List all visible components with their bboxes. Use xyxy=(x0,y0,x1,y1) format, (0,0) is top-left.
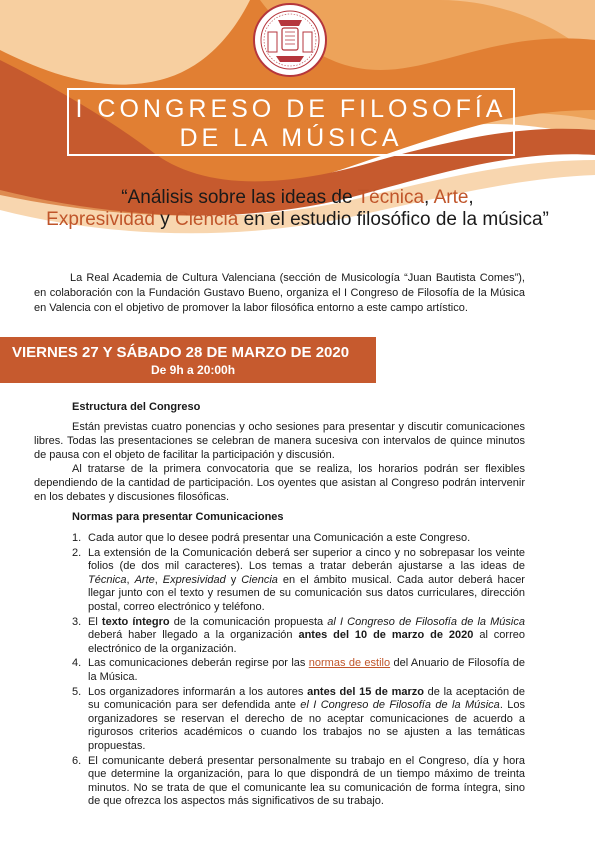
normas-list xyxy=(34,532,525,810)
list-text: El xyxy=(88,615,102,628)
subtitle-y: y xyxy=(154,209,175,230)
list-italic: el I Congreso de Filosofía de la Música xyxy=(300,699,500,712)
list-italic: Ciencia xyxy=(241,573,278,586)
congress-subtitle xyxy=(40,187,555,231)
list-item xyxy=(34,532,525,546)
list-number: 4. xyxy=(72,657,82,670)
list-bold: antes del 15 de marzo xyxy=(307,685,424,698)
list-text: de la aceptación de su comunicación para ser defendida ante xyxy=(88,685,525,712)
list-number: 6. xyxy=(72,754,82,767)
list-italic: Arte xyxy=(134,573,155,586)
intro-paragraph: La Real Academia de Cultura Valenciana (sección de Musicología “Juan Bautista Comes”), en colaboración con la Fundación Gustavo Bueno, organiza el I Congreso de Filosofía de la Música en Valencia con el objetivo de promover la labor filosófica entorno a este campo artístico. xyxy=(34,272,525,314)
list-text: Cada autor que lo desee podrá presentar una Comunicación a este Congreso. xyxy=(88,532,471,544)
list-text: al correo electrónico de la organización. xyxy=(88,629,525,655)
list-text: , xyxy=(126,573,135,586)
title-line-1: I CONGRESO DE FILOSOFÍA xyxy=(75,95,507,123)
estructura-paragraph-2: Al tratarse de la primera convocatoria que se realiza, los horarios podrán ser flexibles dependiendo de la cantidad de participación. Los oyentes que asistan al Congreso podrán intervenir en los debates y discusiones filosóficas. xyxy=(34,463,525,503)
subtitle-tecnica: Técnica xyxy=(357,187,425,208)
list-number: 5. xyxy=(72,685,82,698)
list-text: en el ámbito musical. Cada autor deberá hacer llegar junto con el texto y resumen de su comunicación sus datos curriculares, dirección postal, correo electrónico y teléfono. xyxy=(88,573,525,613)
subtitle-expresividad: Expresividad xyxy=(46,209,155,230)
subtitle-arte: Arte xyxy=(433,187,469,208)
title-line-2: DE LA MÚSICA xyxy=(179,124,403,152)
section-heading-normas: Normas para presentar Comunicaciones xyxy=(72,511,284,523)
list-text: de la comunicación propuesta xyxy=(169,615,328,628)
event-time: De 9h a 20:00h xyxy=(151,363,236,377)
list-text: . Los organizadores se reservan el derecho de no aceptar comunicaciones de acuerdo a rigurosos criterios académicos o cuando los trabajos no se ajusten a las temáticas propuestas. xyxy=(88,699,525,752)
subtitle-ciencia: Ciencia xyxy=(174,209,239,230)
subtitle-text: “Análisis sobre las ideas de xyxy=(121,187,358,208)
subtitle-text: en el estudio filosófico de la música” xyxy=(238,209,549,230)
list-text: deberá haber llegado a la organización xyxy=(88,629,299,642)
list-number: 2. xyxy=(72,546,82,559)
estructura-paragraph-1: Están previstas cuatro ponencias y ocho sesiones para presentar y discutir comunicaciones libres. Todas las presentaciones se celebran de manera sucesiva con intervalos de quince minutos de pausa con el objeto de facilitar la participación y discusión. xyxy=(34,421,525,461)
list-bold: texto íntegro xyxy=(101,615,170,628)
list-item xyxy=(34,657,525,684)
date-banner xyxy=(0,337,376,383)
list-text: El comunicante deberá presentar personalmente su trabajo en el Congreso, día y hora que determine la organización, para lo que dispondrá de un tiempo máximo de treinta minutos. No se trata de que el comunicante lea su comunicación de forma íntegra, sino de que ofrezca los aspectos más significativos de su trabajo. xyxy=(88,754,525,808)
list-text: Las comunicaciones deberán regirse por las xyxy=(88,657,309,670)
list-text: del Anuario de Filosofía de la Música. xyxy=(88,657,525,683)
list-item xyxy=(34,755,525,809)
congress-title-box xyxy=(67,88,515,156)
subtitle-sep: , xyxy=(424,187,434,208)
list-italic: Técnica xyxy=(88,573,127,586)
list-text: Los organizadores informarán a los autores xyxy=(88,685,308,698)
list-number: 1. xyxy=(72,532,82,544)
academy-seal-icon xyxy=(252,2,328,78)
list-text: La extensión de la Comunicación deberá ser superior a cinco y no sobrepasar los veinte folios (de dos mil caracteres). Los temas a tratar deberán ajustarse a las ideas de xyxy=(88,546,525,573)
list-italic: al I Congreso de Filosofía de la Música xyxy=(327,615,525,628)
list-item xyxy=(34,547,525,615)
event-date: VIERNES 27 Y SÁBADO 28 DE MARZO DE 2020 xyxy=(12,344,350,361)
normas-de-estilo-link[interactable]: normas de estilo xyxy=(308,657,391,670)
section-heading-estructura: Estructura del Congreso xyxy=(72,401,201,413)
list-item xyxy=(34,616,525,657)
list-bold: antes del 10 de marzo de 2020 xyxy=(298,629,474,642)
list-text: , xyxy=(154,573,163,586)
subtitle-sep: , xyxy=(468,187,474,208)
list-italic: Expresividad xyxy=(162,573,226,586)
list-text: y xyxy=(225,573,242,586)
list-item xyxy=(34,686,525,754)
list-number: 3. xyxy=(72,615,82,628)
